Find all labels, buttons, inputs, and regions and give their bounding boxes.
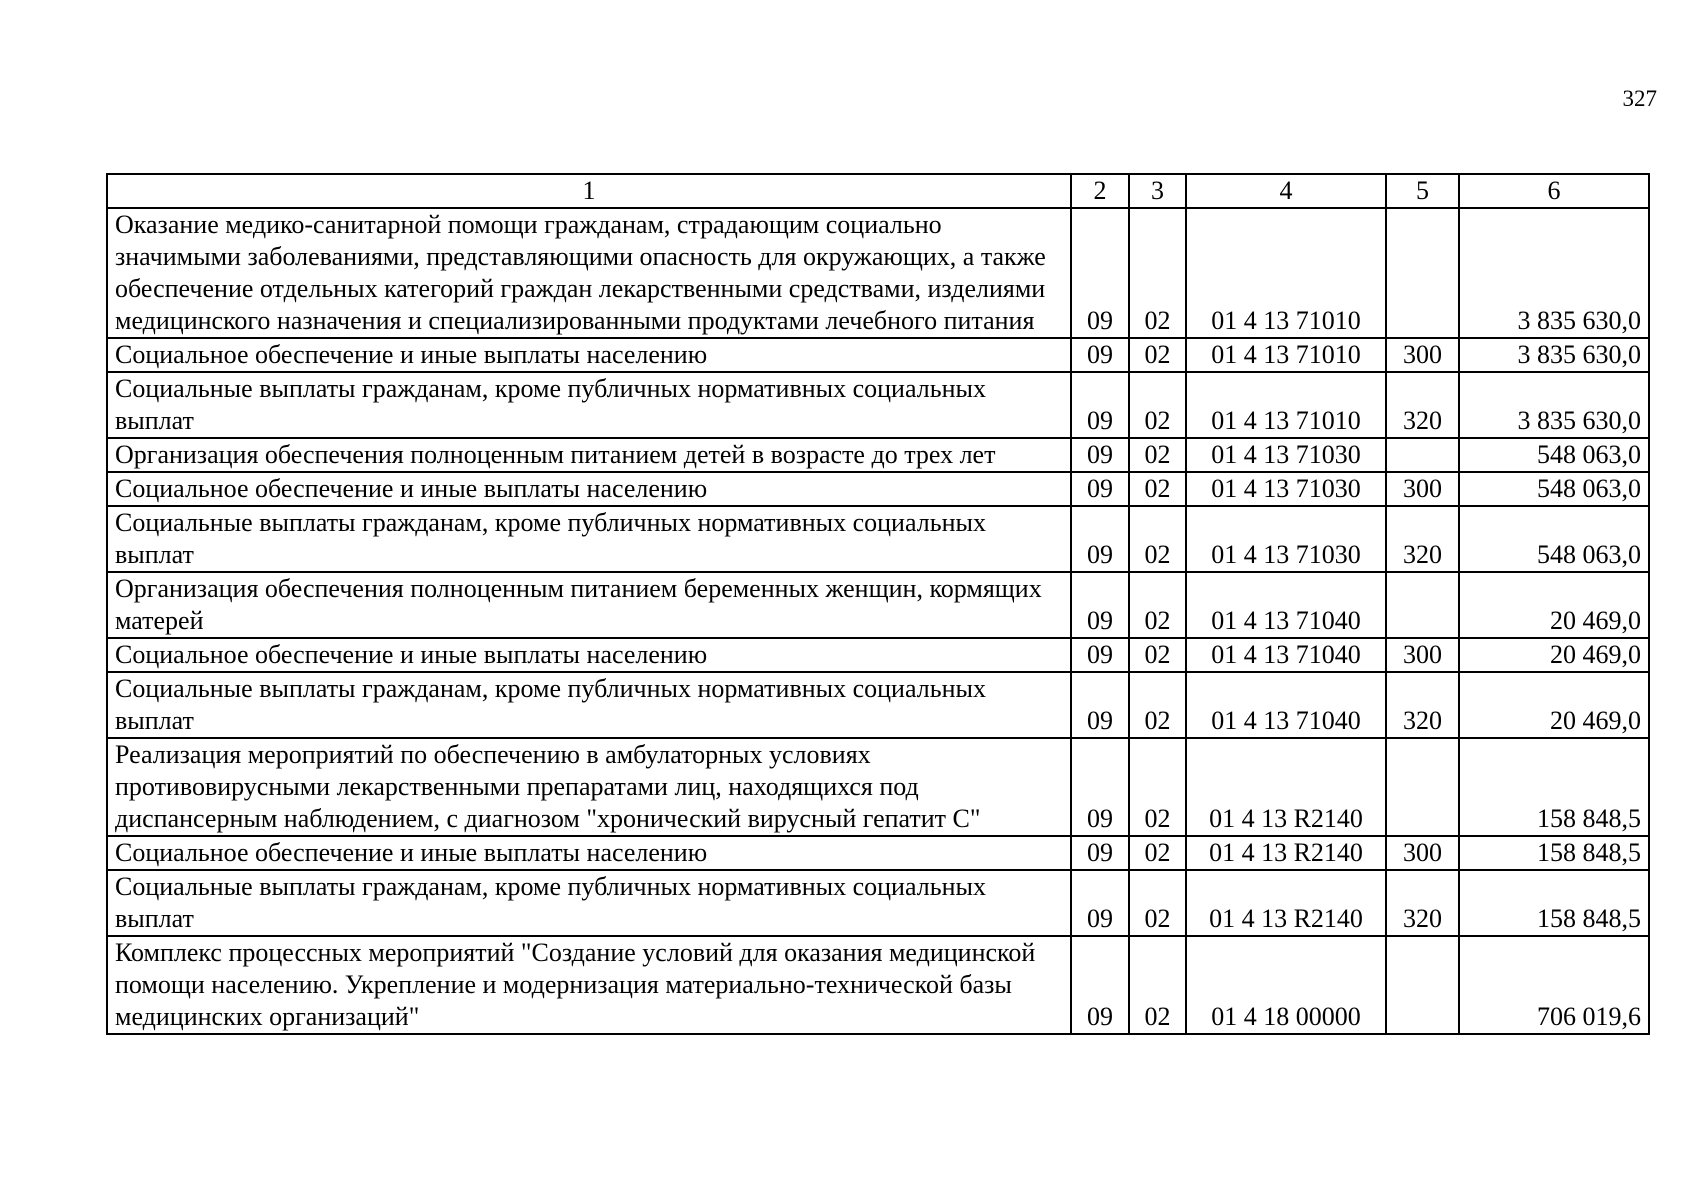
- row-expense-type: 320: [1386, 506, 1459, 572]
- row-name: Социальное обеспечение и иные выплаты населению: [107, 638, 1071, 672]
- row-expense-type: [1386, 438, 1459, 472]
- row-section: 09: [1071, 472, 1129, 506]
- row-subsection: 02: [1129, 672, 1186, 738]
- row-expense-type: [1386, 738, 1459, 836]
- row-name: Социальные выплаты гражданам, кроме публичных нормативных социальных выплат: [107, 672, 1071, 738]
- header-col-4: 4: [1186, 174, 1386, 208]
- header-col-2: 2: [1071, 174, 1129, 208]
- row-target-item: 01 4 13 71030: [1186, 438, 1386, 472]
- row-target-item: 01 4 13 71040: [1186, 672, 1386, 738]
- row-subsection: 02: [1129, 638, 1186, 672]
- row-target-item: 01 4 13 R2140: [1186, 870, 1386, 936]
- row-section: 09: [1071, 572, 1129, 638]
- row-target-item: 01 4 13 71040: [1186, 638, 1386, 672]
- row-name: Организация обеспечения полноценным питанием детей в возрасте до трех лет: [107, 438, 1071, 472]
- row-target-item: 01 4 13 71040: [1186, 572, 1386, 638]
- row-section: 09: [1071, 438, 1129, 472]
- row-amount: 548 063,0: [1459, 506, 1649, 572]
- row-target-item: 01 4 13 71010: [1186, 338, 1386, 372]
- row-section: 09: [1071, 738, 1129, 836]
- table-row: [107, 738, 1649, 836]
- row-section: 09: [1071, 836, 1129, 870]
- row-subsection: 02: [1129, 472, 1186, 506]
- row-subsection: 02: [1129, 438, 1186, 472]
- row-amount: 20 469,0: [1459, 672, 1649, 738]
- table-row: [107, 836, 1649, 870]
- table-row: [107, 472, 1649, 506]
- row-name: Социальные выплаты гражданам, кроме публичных нормативных социальных выплат: [107, 506, 1071, 572]
- table-row: [107, 936, 1649, 1034]
- row-amount: 158 848,5: [1459, 738, 1649, 836]
- row-section: 09: [1071, 372, 1129, 438]
- row-target-item: 01 4 13 71010: [1186, 372, 1386, 438]
- table-row: [107, 338, 1649, 372]
- row-name: Социальные выплаты гражданам, кроме публичных нормативных социальных выплат: [107, 870, 1071, 936]
- table-row: [107, 572, 1649, 638]
- row-expense-type: 320: [1386, 672, 1459, 738]
- row-expense-type: [1386, 572, 1459, 638]
- row-section: 09: [1071, 870, 1129, 936]
- row-expense-type: 300: [1386, 836, 1459, 870]
- row-expense-type: 320: [1386, 372, 1459, 438]
- budget-table: [106, 173, 1650, 1035]
- table-row: [107, 870, 1649, 936]
- row-target-item: 01 4 13 71030: [1186, 472, 1386, 506]
- row-amount: 158 848,5: [1459, 836, 1649, 870]
- row-section: 09: [1071, 338, 1129, 372]
- table-row: [107, 208, 1649, 338]
- row-subsection: 02: [1129, 372, 1186, 438]
- header-col-1: 1: [107, 174, 1071, 208]
- row-expense-type: [1386, 936, 1459, 1034]
- row-section: 09: [1071, 208, 1129, 338]
- header-col-6: 6: [1459, 174, 1649, 208]
- row-amount: 158 848,5: [1459, 870, 1649, 936]
- row-target-item: 01 4 18 00000: [1186, 936, 1386, 1034]
- row-amount: 20 469,0: [1459, 638, 1649, 672]
- row-section: 09: [1071, 638, 1129, 672]
- table-row: [107, 638, 1649, 672]
- row-subsection: 02: [1129, 338, 1186, 372]
- row-name: Организация обеспечения полноценным питанием беременных женщин, кормящих матерей: [107, 572, 1071, 638]
- header-row: [107, 174, 1649, 208]
- header-col-5: 5: [1386, 174, 1459, 208]
- row-amount: 3 835 630,0: [1459, 372, 1649, 438]
- row-section: 09: [1071, 936, 1129, 1034]
- row-expense-type: 300: [1386, 638, 1459, 672]
- page-number: 327: [1622, 86, 1657, 111]
- row-subsection: 02: [1129, 506, 1186, 572]
- table-row: [107, 672, 1649, 738]
- row-expense-type: 320: [1386, 870, 1459, 936]
- row-name: Комплекс процессных мероприятий "Создание условий для оказания медицинской помощи населению. Укрепление и модернизация материально-технической базы медицинских организаций": [107, 936, 1071, 1034]
- row-amount: 20 469,0: [1459, 572, 1649, 638]
- row-name: Оказание медико-санитарной помощи гражданам, страдающим социально значимыми заболеваниями, представляющими опасность для окружающих, а также обеспечение отдельных категорий граждан лекарственными средствами, изделиями медицинского назначения и специализированными продуктами лечебного питания: [107, 208, 1071, 338]
- header-col-3: 3: [1129, 174, 1186, 208]
- row-subsection: 02: [1129, 936, 1186, 1034]
- row-target-item: 01 4 13 71030: [1186, 506, 1386, 572]
- row-expense-type: [1386, 208, 1459, 338]
- row-amount: 706 019,6: [1459, 936, 1649, 1034]
- row-expense-type: 300: [1386, 472, 1459, 506]
- table-row: [107, 372, 1649, 438]
- row-subsection: 02: [1129, 836, 1186, 870]
- row-amount: 3 835 630,0: [1459, 338, 1649, 372]
- row-name: Социальное обеспечение и иные выплаты населению: [107, 472, 1071, 506]
- row-subsection: 02: [1129, 572, 1186, 638]
- row-target-item: 01 4 13 R2140: [1186, 738, 1386, 836]
- row-section: 09: [1071, 672, 1129, 738]
- row-amount: 548 063,0: [1459, 438, 1649, 472]
- row-name: Социальное обеспечение и иные выплаты населению: [107, 836, 1071, 870]
- row-name: Реализация мероприятий по обеспечению в амбулаторных условиях противовирусными лекарственными препаратами лиц, находящихся под диспансерным наблюдением, с диагнозом "хронический вирусный гепатит С": [107, 738, 1071, 836]
- table-body: [107, 208, 1649, 1034]
- row-section: 09: [1071, 506, 1129, 572]
- table-row: [107, 438, 1649, 472]
- row-amount: 3 835 630,0: [1459, 208, 1649, 338]
- row-expense-type: 300: [1386, 338, 1459, 372]
- row-amount: 548 063,0: [1459, 472, 1649, 506]
- row-subsection: 02: [1129, 738, 1186, 836]
- row-subsection: 02: [1129, 208, 1186, 338]
- row-name: Социальные выплаты гражданам, кроме публичных нормативных социальных выплат: [107, 372, 1071, 438]
- row-target-item: 01 4 13 71010: [1186, 208, 1386, 338]
- row-subsection: 02: [1129, 870, 1186, 936]
- row-name: Социальное обеспечение и иные выплаты населению: [107, 338, 1071, 372]
- table-row: [107, 506, 1649, 572]
- row-target-item: 01 4 13 R2140: [1186, 836, 1386, 870]
